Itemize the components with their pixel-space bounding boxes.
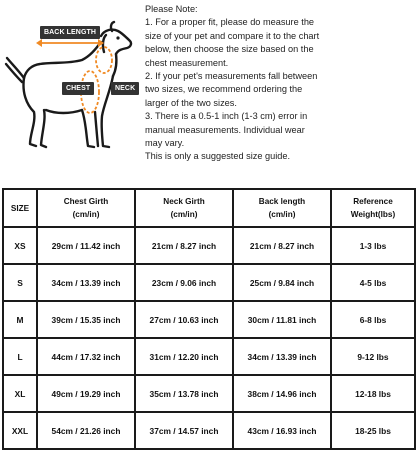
measurement-cell: 25cm / 9.84 inch (233, 264, 331, 301)
note-line: chest measurement. (145, 57, 229, 68)
note-line: may vary. (145, 138, 185, 149)
measurement-cell: 31cm / 12.20 inch (135, 338, 233, 375)
size-chart-header-row (3, 189, 415, 227)
measurement-cell: 38cm / 14.96 inch (233, 375, 331, 412)
measurement-cell: 18-25 lbs (331, 412, 415, 449)
column-header-title: SIZE (10, 203, 30, 213)
size-cell: L (3, 338, 37, 375)
note-line: 3. There is a 0.5-1 inch (1-3 cm) error in (145, 111, 308, 122)
back-length-label: BACK LENGTH (40, 26, 100, 39)
note-line: two sizes, we recommend ordering the (145, 84, 303, 95)
column-header (3, 189, 37, 227)
dog-measurement-diagram (0, 0, 140, 186)
measurement-cell: 6-8 lbs (331, 301, 415, 338)
column-header-title: Reference (353, 197, 393, 206)
column-header (331, 189, 415, 227)
measurement-cell: 35cm / 13.78 inch (135, 375, 233, 412)
measurement-cell: 37cm / 14.57 inch (135, 412, 233, 449)
column-header (135, 189, 233, 227)
measurement-cell: 21cm / 8.27 inch (135, 227, 233, 264)
table-row (3, 375, 415, 412)
column-header-title: Chest Girth (63, 197, 109, 206)
size-chart-table (2, 188, 416, 450)
note-line: size of your pet and compare it to the chart (145, 30, 320, 41)
note-line: This is only a suggested size guide. (145, 151, 291, 162)
note-line: larger of the two sizes. (145, 97, 237, 108)
back-length-arrow (36, 39, 104, 47)
note-line: 2. If your pet's measurements fall between (145, 71, 318, 82)
table-row (3, 227, 415, 264)
note-line: 1. For a proper fit, please do measure the (145, 17, 315, 28)
note-line: manual measurements. Individual wear (145, 124, 305, 135)
column-header (37, 189, 135, 227)
measurement-cell: 39cm / 15.35 inch (37, 301, 135, 338)
measurement-cell: 30cm / 11.81 inch (233, 301, 331, 338)
measurement-cell: 34cm / 13.39 inch (233, 338, 331, 375)
measurement-cell: 23cm / 9.06 inch (135, 264, 233, 301)
size-cell: XS (3, 227, 37, 264)
column-header-title: Back length (258, 197, 306, 206)
measurement-cell: 29cm / 11.42 inch (37, 227, 135, 264)
measurement-cell: 9-12 lbs (331, 338, 415, 375)
table-row (3, 338, 415, 375)
table-row (3, 301, 415, 338)
note-line: Please Note: (145, 4, 198, 14)
column-header-title: Neck Girth (163, 197, 205, 206)
size-cell: XXL (3, 412, 37, 449)
size-cell: M (3, 301, 37, 338)
measurement-cell: 43cm / 16.93 inch (233, 412, 331, 449)
note-line: below, then choose the size based on the (145, 44, 314, 55)
dog-eye (116, 36, 119, 39)
measurement-cell: 21cm / 8.27 inch (233, 227, 331, 264)
size-cell: XL (3, 375, 37, 412)
measurement-cell: 54cm / 21.26 inch (37, 412, 135, 449)
size-cell: S (3, 264, 37, 301)
table-row (3, 264, 415, 301)
measurement-cell: 12-18 lbs (331, 375, 415, 412)
table-row (3, 412, 415, 449)
column-header-unit: (cm/in) (268, 210, 296, 219)
neck-label: NECK (111, 82, 139, 95)
column-header-unit: (cm/in) (170, 210, 198, 219)
measurement-cell: 4-5 lbs (331, 264, 415, 301)
size-guide-notes (145, 3, 416, 164)
measurement-cell: 49cm / 19.29 inch (37, 375, 135, 412)
measurement-cell: 1-3 lbs (331, 227, 415, 264)
measurement-cell: 34cm / 13.39 inch (37, 264, 135, 301)
measurement-cell: 44cm / 17.32 inch (37, 338, 135, 375)
chest-label: CHEST (62, 82, 94, 95)
column-header (233, 189, 331, 227)
column-header-unit: (cm/in) (72, 210, 100, 219)
column-header-unit: Weight(lbs) (350, 210, 396, 219)
measurement-cell: 27cm / 10.63 inch (135, 301, 233, 338)
